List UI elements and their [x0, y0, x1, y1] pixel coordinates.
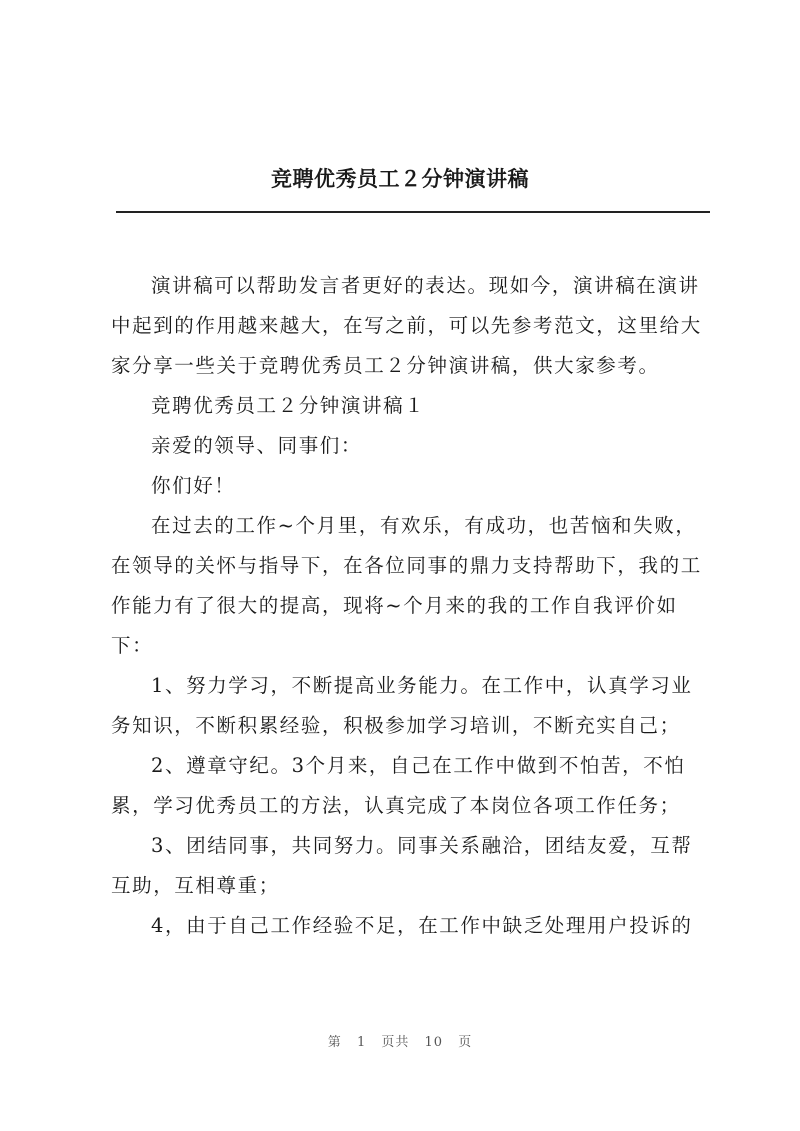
list-item-3: 3、团结同事，共同努力。同事关系融洽，团结友爱，互帮 [151, 834, 693, 857]
document-body [111, 266, 711, 946]
greeting: 你们好！ [151, 474, 236, 497]
list-item-1: 1、努力学习，不断提高业务能力。在工作中，认真学习业 [151, 674, 693, 697]
list-item-2: 2、遵章守纪。3个月来，自己在工作中做到不怕苦，不怕 [151, 754, 686, 777]
title-divider [116, 211, 710, 213]
footer-prefix: 第 [327, 1035, 342, 1050]
page-title: 竞聘优秀员工２分钟演讲稿 [271, 166, 529, 191]
page-footer [0, 1031, 800, 1050]
footer-suffix: 页 [458, 1035, 473, 1050]
footer-page-number: 1 [356, 1035, 367, 1050]
paragraph-line: 在过去的工作~个月里，有欢乐，有成功，也苦恼和失败， [151, 514, 697, 537]
paragraph-line: 互助，互相尊重； [111, 874, 280, 897]
section-heading: 竞聘优秀员工２分钟演讲稿１ [151, 394, 426, 417]
paragraph-line: 务知识，不断积累经验，积极参加学习培训，不断充实自己； [111, 714, 681, 737]
salutation: 亲爱的领导、同事们： [151, 434, 363, 457]
paragraph-line: 下： [111, 634, 154, 657]
paragraph-line: 演讲稿可以帮助发言者更好的表达。现如今，演讲稿在演讲 [151, 274, 700, 297]
paragraph-line: 家分享一些关于竞聘优秀员工２分钟演讲稿，供大家参考。 [111, 354, 660, 377]
paragraph-line: 在领导的关怀与指导下，在各位同事的鼎力支持帮助下，我的工 [111, 554, 702, 577]
paragraph-line: 中起到的作用越来越大，在写之前，可以先参考范文，这里给大 [111, 314, 702, 337]
list-item-4: 4，由于自己工作经验不足，在工作中缺乏处理用户投诉的 [151, 914, 693, 937]
paragraph-line: 累，学习优秀员工的方法，认真完成了本岗位各项工作任务； [111, 794, 681, 817]
footer-total-pages: 10 [424, 1035, 444, 1050]
paragraph-line: 作能力有了很大的提高，现将~个月来的我的工作自我评价如 [111, 594, 678, 617]
footer-middle: 页共 [381, 1035, 410, 1050]
